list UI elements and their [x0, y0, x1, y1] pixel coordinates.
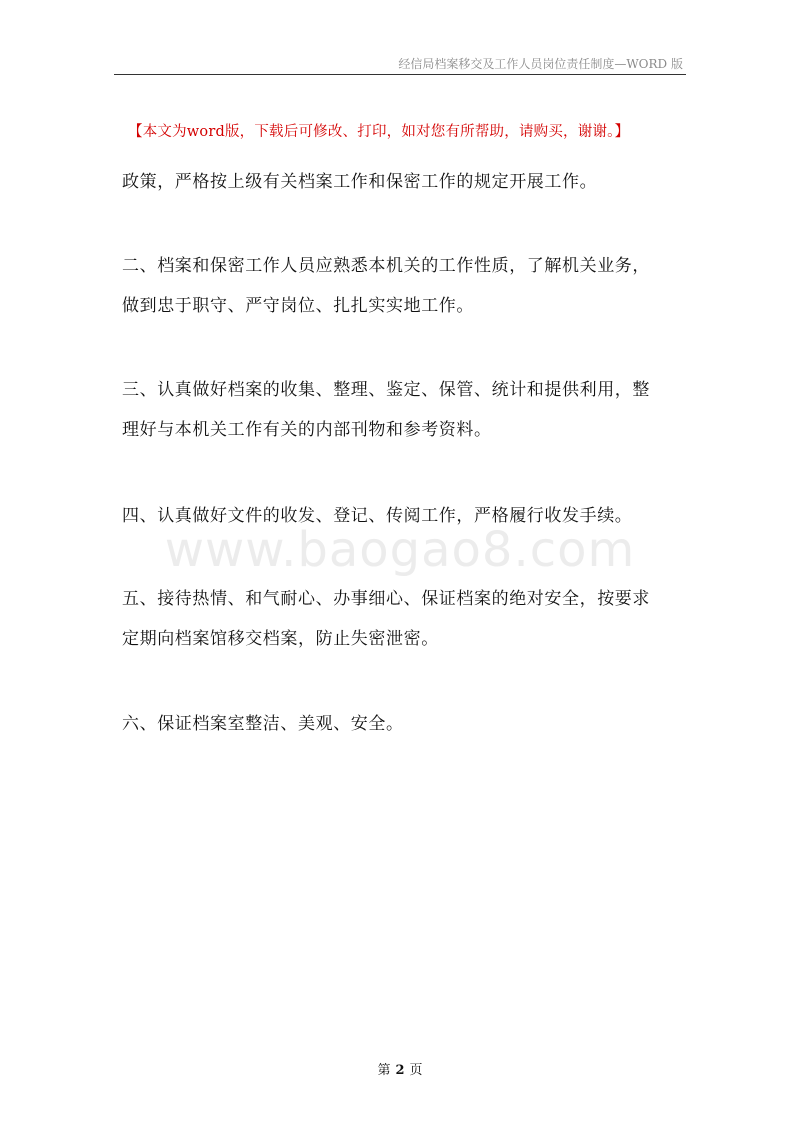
paragraph-item-2 — [122, 246, 688, 326]
paragraph-line: 做到忠于职守、严守岗位、扎扎实实地工作。 — [122, 296, 474, 316]
paragraph-line: 二、档案和保密工作人员应熟悉本机关的工作性质，了解机关业务， — [122, 256, 650, 276]
paragraph-line: 理好与本机关工作有关的内部刊物和参考资料。 — [122, 420, 492, 440]
page-footer — [0, 1059, 800, 1078]
paragraph-item-6 — [122, 704, 688, 744]
paragraph-line: 五、接待热情、和气耐心、办事细心、保证档案的绝对安全，按要求 — [122, 589, 650, 609]
footer-suffix: 页 — [409, 1063, 423, 1078]
paragraph-item-5 — [122, 579, 688, 659]
footer-prefix: 第 — [377, 1063, 391, 1078]
header-divider — [114, 74, 686, 75]
paragraph-line: 六、保证档案室整洁、美观、安全。 — [122, 714, 404, 734]
paragraph-line: 三、认真做好档案的收集、整理、鉴定、保管、统计和提供利用，整 — [122, 380, 650, 400]
paragraph-item-3 — [122, 370, 688, 450]
paragraph-line: 四、认真做好文件的收发、登记、传阅工作，严格履行收发手续。 — [122, 506, 633, 526]
paragraph-line: 定期向档案馆移交档案，防止失密泄密。 — [122, 629, 439, 649]
document-header-title: 经信局档案移交及工作人员岗位责任制度—WORD 版 — [398, 57, 683, 71]
paragraph-item-4 — [122, 496, 688, 536]
download-notice: 【本文为word版，下载后可修改、打印，如对您有所帮助，请购买，谢谢。】 — [128, 124, 630, 140]
page-number: 2 — [395, 1063, 405, 1078]
paragraph-line: 政策，严格按上级有关档案工作和保密工作的规定开展工作。 — [122, 172, 598, 192]
watermark-text: www.baogao8.com — [164, 522, 636, 578]
paragraph-policy — [122, 162, 688, 202]
